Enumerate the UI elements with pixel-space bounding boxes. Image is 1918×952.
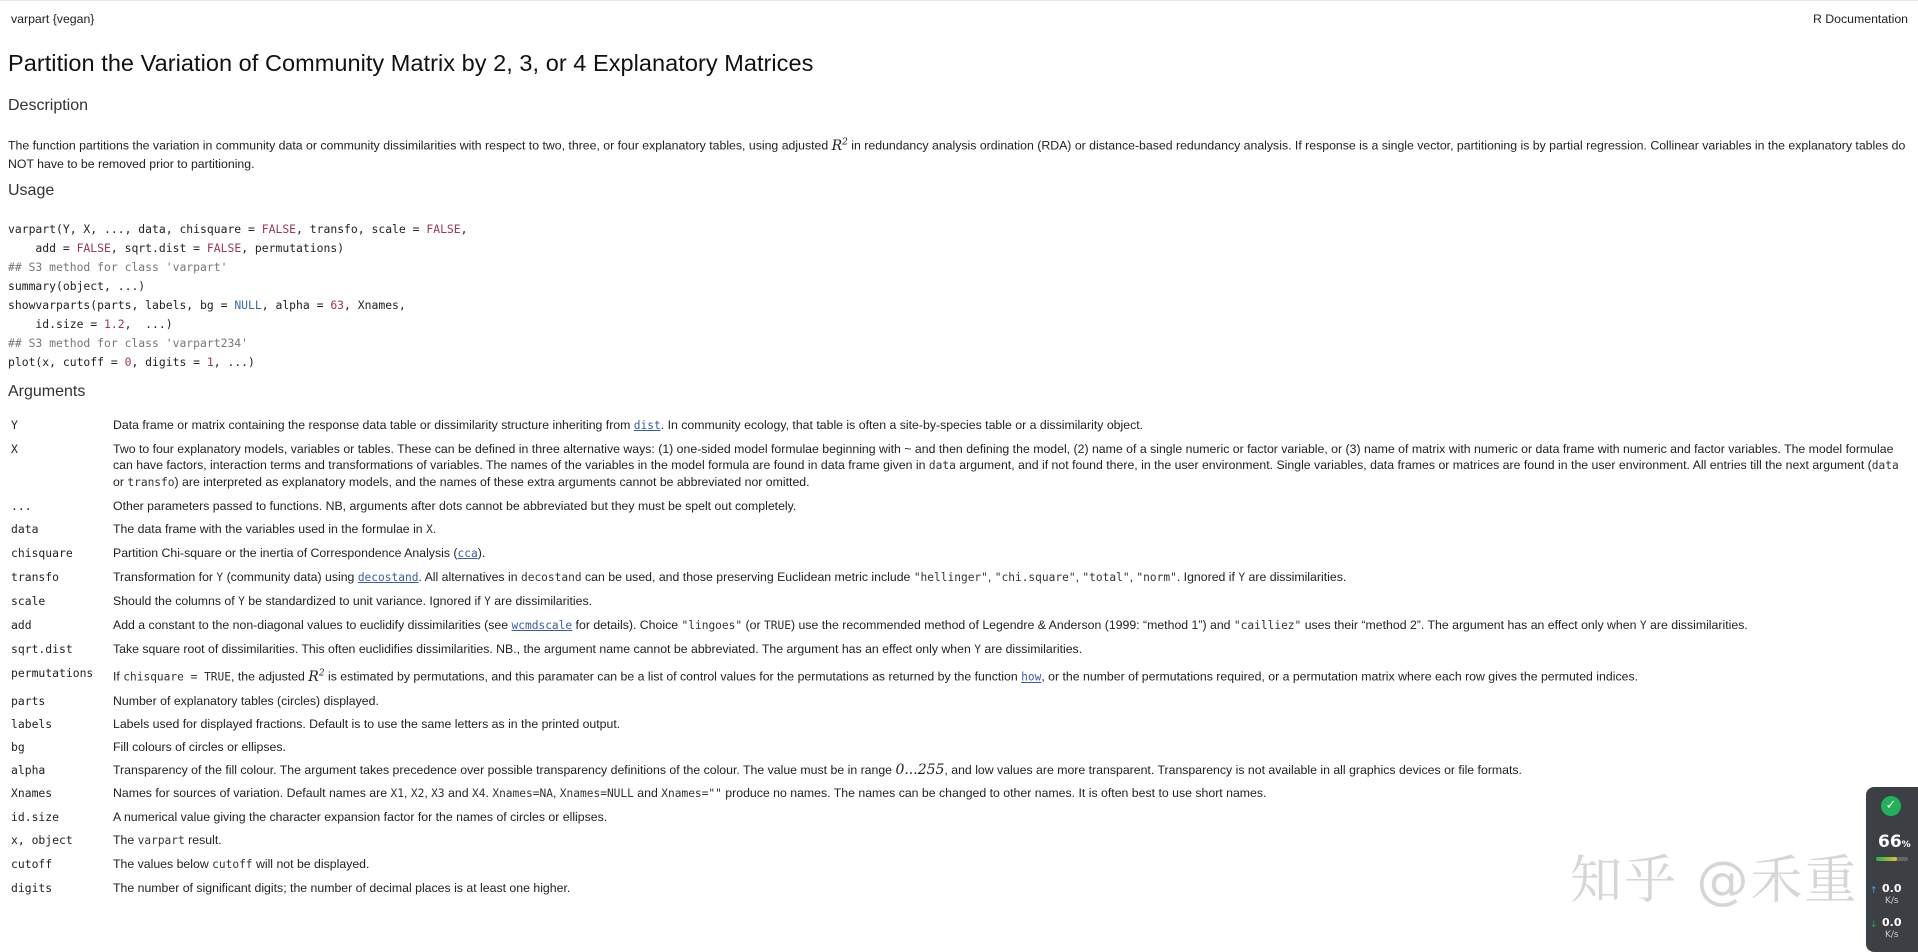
argument-name: digits [11,880,53,895]
text-fragment: . All alternatives in [418,570,521,584]
argument-row [8,736,1910,759]
argument-row [8,638,1910,662]
inline-code: X2 [410,786,425,800]
text-fragment: ) are interpreted as explanatory models, and the names of these extra arguments cannot be abbreviated nor omitted. [174,475,810,489]
text-fragment: Other parameters passed to functions. NB, arguments after dots cannot be abbreviated but they must be spelt out completely. [113,499,797,513]
description-part-2: in redundancy analysis ordination (RDA) or distance-based redundancy analysis. If response is a single vector, partitioning is by partial regression. Collinear variables in the explanatory tables do NOT have to be removed prior to partitioning. [8,138,1906,172]
argument-name: transfo [11,570,60,584]
argument-row [8,566,1910,590]
argument-row [8,590,1910,614]
link-decostand[interactable]: decostand [357,571,419,584]
description-part-1: The function partitions the variation in community data or community dissimilarities with respect to two, three, or four explanatory tables, using adjusted [8,138,832,153]
text-fragment: ). [477,546,486,560]
argument-description [113,414,1910,438]
math-symbol: R [831,137,843,154]
download-unit: K/s [1884,930,1899,940]
download-value: 0.0 [1882,916,1902,929]
argument-row [8,414,1910,438]
watermark-text: 知乎 @禾重 [1570,851,1859,911]
math-sup: 2 [318,668,325,678]
text-fragment: . [485,785,493,800]
text-fragment: The [113,832,138,847]
inline-code: "norm" [1136,571,1177,584]
text-fragment: Transformation for [113,570,217,584]
argument-name: Xnames [11,785,53,800]
argument-row [8,713,1910,736]
inline-code: Y [974,643,981,656]
inline-code: Xnames=NA [492,786,553,800]
section-heading-description: Description [8,97,89,114]
argument-row [8,806,1910,829]
argument-row [8,759,1910,782]
text-fragment: are dissimilarities. [490,594,593,608]
argument-row [8,495,1910,518]
argument-description [113,438,1910,495]
argument-name: ... [11,499,32,513]
network-monitor-widget[interactable] [1866,787,1918,952]
argument-name: x, object [11,832,73,847]
argument-row [8,782,1910,806]
text-fragment: . In community ecology, that table is often a site-by-species table or a dissimilarity object. [660,418,1144,432]
memory-percent [1878,832,1911,852]
text-fragment: , [987,570,995,584]
argument-name: bg [11,739,25,754]
inline-code: transfo [127,476,175,489]
section-heading-usage: Usage [8,182,55,199]
inline-code: "cailliez" [1233,619,1302,632]
argument-description [113,759,1910,782]
inline-math: $R^2$ [308,668,325,685]
argument-name: parts [11,693,46,708]
usage-code: varpart(Y, X, ..., data, chisquare = FALSE, transfo, scale = FALSE, add = FALSE, sqrt.dist = FALSE, permutations) ## S3 method for class 'varpart' summary(object, ...) showvarparts(parts, labels, bg = NULL, alpha = 63, Xnames, id.size = 1.2, ...) ## S3 method for class 'varpart234' plot(x, cutoff = 0, digits = 1, ...) [8,222,468,369]
text-fragment: , or the number of permutations required, or a permutation matrix where each row gives the permuted indices. [1041,669,1639,684]
argument-name: add [11,618,32,632]
arguments-table [8,414,1910,900]
text-fragment: produce no names. The names can be changed to other names. It is often best to use short names. [721,785,1267,800]
page-title: Partition the Variation of Community Matrix by 2, 3, or 4 Explanatory Matrices [8,50,814,76]
argument-description [113,690,1910,713]
doc-header [8,12,1908,28]
text-fragment: and [633,785,662,800]
text-fragment: (or [742,618,764,632]
inline-code: data [928,459,956,472]
argument-row [8,614,1910,638]
argument-description [113,518,1910,542]
inline-code: X4 [472,786,486,800]
argument-row [8,518,1910,542]
inline-code: Y [1639,619,1647,632]
inline-code: TRUE [764,619,791,632]
argument-name: Y [11,418,18,432]
argument-description [113,614,1910,638]
download-speed [1882,917,1902,941]
section-heading-arguments: Arguments [8,383,86,400]
argument-name: id.size [11,809,60,824]
text-fragment: can be used, and those preserving Euclidean metric include [581,570,914,584]
link-wcmdscale[interactable]: wcmdscale [511,619,573,632]
usage-bar [1876,857,1908,861]
text-fragment: Take square root of dissimilarities. This often euclidifies dissimilarities. NB., the argument name cannot be abbreviated. The argument has an effect only when [113,642,975,656]
text-fragment: Fill colours of circles or ellipses. [113,739,286,754]
text-fragment: Names for sources of variation. Default names are [113,785,391,800]
arguments-table-body [8,414,1910,900]
text-fragment: be standardized to unit variance. Ignored if [244,594,485,608]
text-fragment: uses their “method 2”. The argument has an effect only when [1301,618,1640,632]
argument-description [113,662,1910,690]
percent-unit: % [1901,840,1911,850]
inline-code: chisquare = TRUE [123,670,232,684]
link-cca[interactable]: cca [457,547,478,560]
text-fragment: (community data) using [223,570,358,584]
text-fragment: Partition Chi-square or the inertia of Correspondence Analysis ( [113,546,458,560]
top-border [0,0,1918,1]
percent-value: 66 [1878,832,1902,852]
link-how[interactable]: how [1021,670,1042,684]
download-arrow-icon: ↓ [1870,920,1878,930]
text-fragment: , and low values are more transparent. Transparency is not available in all graphics devices or file formats. [944,762,1522,777]
inline-code: Y [484,595,491,608]
inline-code: "chi.square" [994,571,1076,584]
inline-code: Y [238,595,245,608]
argument-name: data [11,522,39,536]
upload-unit: K/s [1884,896,1899,906]
text-fragment: argument, and if not found there, in the user environment. Single variables, data frames or matrices are found in the user environment. All entries till the next argument ( [955,458,1872,472]
text-fragment: Two to four explanatory models, variables or tables. These can be defined in three alternative ways: (1) one-sided model formulae beginning with ~ and then defining the model, (2) name of a single numeric or factor variable, or (3) name of matrix with numeric or data frame with numeric and factor variables. The model formulae can have factors, interaction terms and transformations of variables. The names of the variables in the model formula are found in data frame given in [113,442,1894,472]
text-fragment: If [113,669,124,684]
argument-name: alpha [11,762,46,777]
argument-row [8,662,1910,690]
inline-code: varpart [137,833,185,847]
argument-name: scale [11,594,46,608]
upload-value: 0.0 [1882,882,1902,895]
text-fragment: are dissimilarities. [980,642,1083,656]
upload-arrow-icon: ↑ [1870,886,1878,896]
text-fragment: result. [184,832,222,847]
description-text [8,133,1908,174]
check-icon: ✓ [1881,796,1901,816]
text-fragment: , [424,785,432,800]
inline-code: Xnames="" [661,786,722,800]
text-fragment: The values below [113,856,213,871]
r-documentation-label: R Documentation [1812,12,1908,26]
text-fragment: ) use the recommended method of Legendre & Anderson (1999: “method 1”) and [790,618,1234,632]
text-fragment: will not be displayed. [252,856,370,871]
inline-code: decostand [520,571,582,584]
inline-code: X [426,523,433,536]
inline-code: "hellinger" [913,571,988,584]
argument-description [113,495,1910,518]
text-fragment: A numerical value giving the character expansion factor for the names of circles or ellipses. [113,809,608,824]
text-fragment: Number of explanatory tables (circles) displayed. [113,693,379,708]
usage-bar-fill [1876,857,1897,861]
package-label: varpart {vegan} [11,12,95,26]
text-fragment: The data frame with the variables used in the formulae in [113,522,427,536]
text-fragment: Data frame or matrix containing the response data table or dissimilarity structure inheriting from [113,418,634,432]
text-fragment: for details). Choice [572,618,682,632]
inline-code: X3 [431,786,445,800]
inline-code: Y [1238,571,1246,584]
argument-row [8,542,1910,566]
argument-description [113,566,1910,590]
text-fragment: , [1075,570,1083,584]
math-sup: 2 [842,137,848,147]
argument-name: chisquare [11,546,73,560]
text-fragment: and [444,785,472,800]
argument-name: permutations [11,666,94,680]
text-fragment: , [403,785,411,800]
text-fragment: or [113,475,128,489]
argument-row [8,690,1910,713]
inline-code: "total" [1082,571,1130,584]
text-fragment: are dissimilarities. [1646,618,1748,632]
upload-speed [1882,883,1902,907]
argument-description [113,806,1910,829]
inline-code: X1 [390,786,404,800]
text-fragment: Add a constant to the non-diagonal values to euclidify dissimilarities (see [113,618,512,632]
text-fragment: , the adjusted [231,669,309,684]
argument-description [113,782,1910,806]
text-fragment: are dissimilarities. [1245,570,1347,584]
text-fragment: . Ignored if [1176,570,1239,584]
text-fragment: Labels used for displayed fractions. Default is to use the same letters as in the printed output. [113,716,621,731]
argument-name: sqrt.dist [11,642,73,656]
text-fragment: . [432,522,437,536]
inline-code: "lingoes" [681,619,743,632]
argument-row [8,438,1910,495]
inline-code: cutoff [212,857,253,871]
text-fragment: , [1129,570,1137,584]
link-dist[interactable]: dist [633,419,661,432]
text-fragment: , [552,785,560,800]
text-fragment: Transparency of the fill colour. The argument takes precedence over possible transparency definitions of the colour. The value must be in range [113,762,896,777]
text-fragment: Should the columns of [113,594,239,608]
argument-description [113,638,1910,662]
argument-name: X [11,442,18,456]
argument-description [113,736,1910,759]
math-r-squared [832,138,848,154]
inline-math: 0...255 [895,761,945,778]
argument-name: cutoff [11,856,53,871]
argument-description [113,590,1910,614]
inline-code: Xnames=NULL [559,786,634,800]
text-fragment: The number of significant digits; the number of decimal places is at least one higher. [113,880,571,895]
argument-name: labels [11,716,53,731]
text-fragment: is estimated by permutations, and this paramater can be a list of control values for the permutations as returned by the function [324,669,1022,684]
inline-code: Y [216,571,224,584]
argument-description [113,713,1910,736]
inline-code: data [1871,459,1899,472]
argument-description [113,542,1910,566]
